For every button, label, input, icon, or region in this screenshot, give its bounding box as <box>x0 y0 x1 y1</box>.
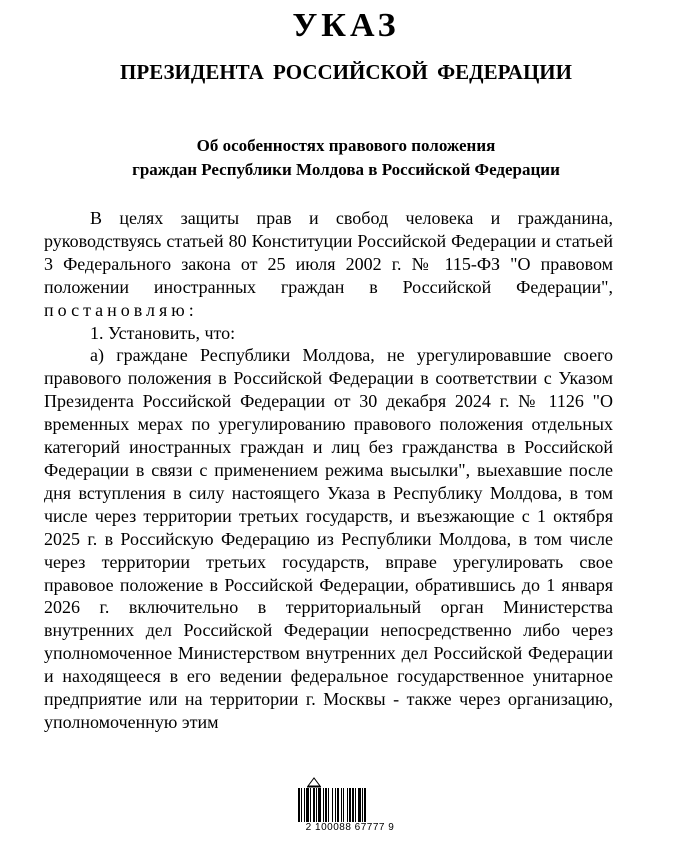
decree-body <box>44 207 613 734</box>
barcode-bar <box>328 788 329 822</box>
decree-heading <box>0 134 692 182</box>
barcode-bar <box>355 788 356 822</box>
barcode-bar <box>332 788 333 822</box>
barcode-bar <box>337 788 339 822</box>
barcode <box>296 776 404 836</box>
barcode-bar <box>349 788 351 822</box>
document-title: УКАЗ <box>292 7 400 44</box>
barcode-bar <box>298 788 300 822</box>
heading-line-2: граждан Республики Молдова в Российской Федерации <box>132 160 560 179</box>
paragraph-item-1: 1. Установить, что: <box>90 322 236 343</box>
heading-line-1: Об особенностях правового положения <box>196 136 496 155</box>
document-subtitle: ПРЕЗИДЕНТА РОССИЙСКОЙ ФЕДЕРАЦИИ <box>120 60 572 84</box>
barcode-bar <box>318 788 321 822</box>
barcode-bar <box>323 788 324 822</box>
barcode-bar <box>304 788 305 822</box>
barcode-bar <box>352 788 354 822</box>
barcode-bar <box>362 788 363 822</box>
barcode-bar <box>301 788 302 822</box>
barcode-bar <box>343 788 344 822</box>
resolve-word: постановляю: <box>44 299 198 320</box>
barcode-bar <box>364 788 366 822</box>
barcode-bar <box>347 788 348 822</box>
barcode-bar <box>310 788 311 822</box>
barcode-bar <box>335 788 336 822</box>
barcode-bar <box>306 788 309 822</box>
paragraph-preamble <box>44 207 613 322</box>
barcode-bar <box>325 788 327 822</box>
barcode-bar <box>341 788 342 822</box>
barcode-number: 2 100088 67777 9 <box>305 822 395 833</box>
barcode-bars <box>296 788 404 822</box>
paragraph-item-1a: а) граждане Республики Молдова, не урегулировавшие своего правового положения в Российской Федерации в соответствии с Указом Президента Российской Федерации от 30 декабря 2024 г. № 1126 "О временных мерах по урегулированию правового положения отдельных категорий иностранных граждан и лиц без гражданства в Российской Федерации в связи с применением режима высылки", выехавшие после дня вступления в силу настоящего Указа в Республику Молдова, в том числе через территории третьих государств, и въезжающие с 1 октября 2025 г. в Российскую Федерацию из Республики Молдова, в том числе через территории третьих государств, вправе урегулировать свое правовое положение в Российской Федерации, обратившись до 1 января 2026 г. включительно в территориальный орган Министерства внутренних дел Российской Федерации непосредственно либо через уполномоченное Министерством внутренних дел Российской Федерации и находящееся в его ведении федеральное государственное унитарное предприятие или на территории г. Москвы - также через организацию, уполномоченную этим <box>44 345 613 732</box>
preamble-text: В целях защиты прав и свобод человека и гражданина, руководствуясь статьей 80 Конституции Российской Федерации и статьей 3 Федерального закона от 25 июля 2002 г. № 115-ФЗ "О правовом положении иностранных граждан в Российской Федерации", <box>44 208 613 297</box>
printer-logo-icon <box>306 776 322 788</box>
barcode-bar <box>313 788 315 822</box>
barcode-bar <box>358 788 361 822</box>
barcode-bar <box>316 788 317 822</box>
